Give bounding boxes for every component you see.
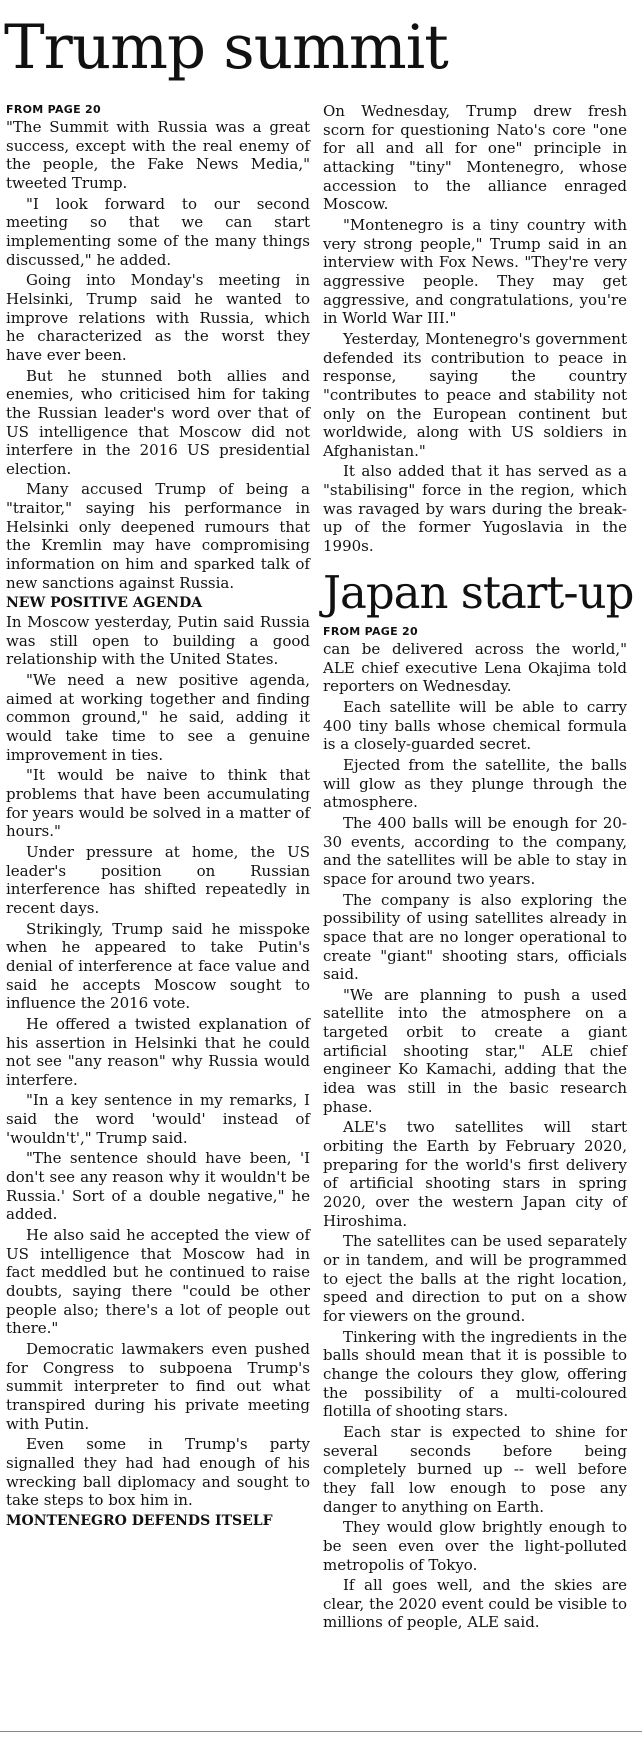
paragraph: Yesterday, Montenegro's government defended its contribution to peace in response, saying the country "contributes to peace and stability not only on the European continent but worldwide, along with US soldiers in Afghanistan." (323, 329, 627, 460)
source-line: FROM PAGE 20 (323, 625, 418, 638)
headline-trump-summit: Trump summit (4, 12, 448, 83)
paragraph: ALE's two satellites will start orbiting the Earth by February 2020, preparing for the world's first delivery of artificial shooting stars in spring 2020, over the western Japan city of Hiroshima. (323, 1118, 627, 1230)
paragraph: "We are planning to push a used satellite into the atmosphere on a targeted orbit to create a giant artificial shooting star," ALE chief engineer Ko Kamachi, adding that the idea was still in the basic research phase. (323, 985, 627, 1116)
paragraph: It also added that it has served as a "stabilising" force in the region, which was ravaged by wars during the break-up of the former Yugoslavia in the 1990s. (323, 462, 627, 556)
paragraph: "In a key sentence in my remarks, I said the word 'would' instead of 'wouldn't'," Trump said. (6, 1091, 310, 1147)
paragraph: He offered a twisted explanation of his assertion in Helsinki that he could not see "any reason" why Russia would interfere. (6, 1014, 310, 1089)
paragraph: Tinkering with the ingredients in the balls should mean that it is possible to change the colours they glow, offering the possibility of a multi-coloured flotilla of shooting stars. (323, 1327, 627, 1421)
paragraph: "Montenegro is a tiny country with very strong people," Trump said in an interview with Fox News. "They're very aggressive people. They may get aggressive, and congratulations, you're in World War III." (323, 215, 627, 328)
paragraph: Each star is expected to shine for several seconds before being completely burned up -- well before they fall low enough to pose any danger to anything on Earth. (323, 1422, 627, 1516)
paragraph: On Wednesday, Trump drew fresh scorn for questioning Nato's core "one for all and all for one" principle in attacking "tiny" Montenegro, whose accession to the alliance enraged Moscow. (323, 102, 627, 214)
subheading-montenegro-defends-itself: MONTENEGRO DEFENDS ITSELF (6, 1512, 273, 1529)
paragraph: Each satellite will be able to carry 400 tiny balls whose chemical formula is a closely-guarded secret. (323, 697, 627, 754)
paragraph: The satellites can be used separately or in tandem, and will be programmed to eject the balls at the right location, speed and direction to put on a show for viewers on the ground. (323, 1232, 627, 1325)
article-column-right-bottom (323, 624, 627, 1634)
paragraph: They would glow brightly enough to be seen even over the light-polluted metropolis of Tokyo. (323, 1518, 627, 1574)
paragraph: "It would be naive to think that problems that have been accumulating for years would be solved in a matter of hours." (6, 766, 310, 841)
article-column-left (6, 102, 310, 1531)
paragraph: The 400 balls will be enough for 20-30 events, according to the company, and the satellites will be able to stay in space for around two years. (323, 813, 627, 888)
paragraph: Even some in Trump's party signalled they had had enough of his wrecking ball diplomacy and sought to take steps to box him in. (6, 1435, 310, 1510)
paragraph: But he stunned both allies and enemies, who criticised him for taking the Russian leader's word over that of US intelligence that Moscow did not interfere in the 2016 US presidential election. (6, 366, 310, 478)
paragraph: Democratic lawmakers even pushed for Congress to subpoena Trump's summit interpreter to find out what transpired during his private meeting with Putin. (6, 1340, 310, 1433)
paragraph: The company is also exploring the possibility of using satellites already in space that are no longer operational to create "giant" shooting stars, officials said. (323, 890, 627, 984)
paragraph: "The sentence should have been, 'I don't see any reason why it wouldn't be Russia.' Sort of a double negative," he added. (6, 1149, 310, 1224)
subheading-new-positive-agenda: NEW POSITIVE AGENDA (6, 595, 203, 612)
paragraph: Ejected from the satellite, the balls will glow as they plunge through the atmosphere. (323, 755, 627, 812)
paragraph: "We need a new positive agenda, aimed at working together and finding common ground," he said, adding it would take time to see a genuine improvement in ties. (6, 671, 310, 764)
paragraph: If all goes well, and the skies are clear, the 2020 event could be visible to millions of people, ALE said. (323, 1576, 627, 1632)
article-column-right-top (323, 102, 627, 558)
bottom-rule (0, 1731, 642, 1732)
source-line: FROM PAGE 20 (6, 103, 101, 116)
paragraph: In Moscow yesterday, Putin said Russia was still open to building a good relationship with the United States. (6, 613, 310, 669)
paragraph: Many accused Trump of being a "traitor," saying his performance in Helsinki only deepened rumours that the Kremlin may have compromising information on him and sparked talk of new sanctions against Russia. (6, 480, 310, 592)
paragraph: He also said he accepted the view of US intelligence that Moscow had in fact meddled but he continued to raise doubts, saying there "could be other people also; there's a lot of people out there." (6, 1226, 310, 1338)
paragraph: Strikingly, Trump said he misspoke when he appeared to take Putin's denial of interference at face value and said he accepts Moscow sought to influence the 2016 vote. (6, 919, 310, 1013)
paragraph: can be delivered across the world," ALE chief executive Lena Okajima told reporters on Wednesday. (323, 640, 627, 696)
paragraph: Under pressure at home, the US leader's position on Russian interference has shifted repeatedly in recent days. (6, 842, 310, 917)
paragraph: Going into Monday's meeting in Helsinki, Trump said he wanted to improve relations with Russia, which he characterized as the worst they have ever been. (6, 271, 310, 364)
headline-japan-start-up: Japan start-up (323, 566, 634, 619)
paragraph: "The Summit with Russia was a great success, except with the real enemy of the people, the Fake News Media," tweeted Trump. (6, 118, 310, 192)
paragraph: "I look forward to our second meeting so that we can start implementing some of the many things discussed," he added. (6, 194, 310, 269)
